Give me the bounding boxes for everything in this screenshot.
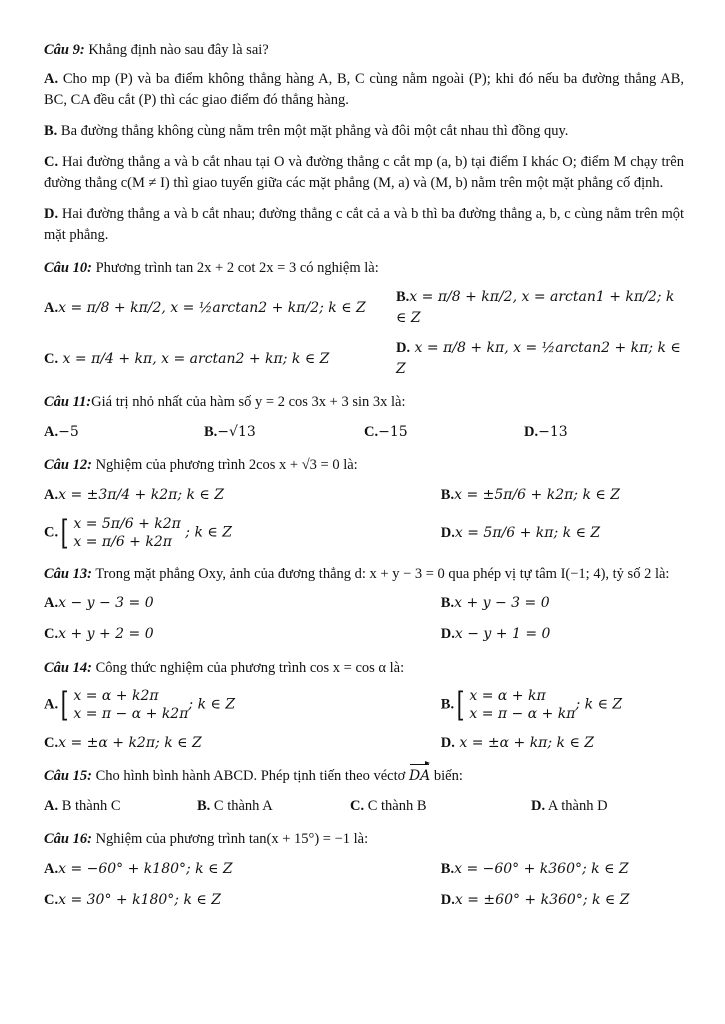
options-row bbox=[44, 858, 684, 880]
question-9 bbox=[44, 40, 684, 246]
option-b[interactable] bbox=[396, 287, 684, 329]
option-letter: B. bbox=[204, 423, 218, 440]
system-line: x = 5π/6 + k2π bbox=[73, 516, 181, 533]
question-stem: Phương trình tan 2x + 2 cot 2x = 3 có nghiệm là: bbox=[91, 260, 379, 277]
option-text: C thành B bbox=[364, 797, 427, 814]
option-letter: B. bbox=[440, 860, 455, 877]
option-letter: D. bbox=[440, 891, 455, 908]
option-b[interactable] bbox=[197, 796, 350, 817]
option-letter: B. bbox=[440, 486, 455, 503]
option-letter: C. bbox=[350, 797, 365, 814]
option-letter: D. bbox=[440, 524, 455, 541]
bracket-symbol: [ bbox=[60, 684, 69, 725]
question-stem: Trong mặt phẳng Oxy, ảnh của đương thẳng d: x + y − 3 = 0 qua phép vị tự tâm I(−1; 4), tỷ số 2 là: bbox=[91, 565, 670, 582]
system-line: x = π/6 + k2π bbox=[73, 534, 172, 551]
option-text: x = ±α + kπ; k ∈ Z bbox=[454, 734, 595, 751]
question-12 bbox=[44, 455, 684, 554]
option-d[interactable] bbox=[441, 890, 684, 911]
option-text: x − y + 1 = 0 bbox=[454, 626, 551, 643]
option-text: x = ±5π/6 + k2π; k ∈ Z bbox=[454, 486, 620, 503]
option-letter: A. bbox=[44, 299, 59, 316]
option-b[interactable] bbox=[44, 121, 684, 142]
question-15 bbox=[44, 766, 684, 817]
option-letter: C. bbox=[44, 524, 59, 541]
equation-system bbox=[58, 684, 189, 725]
bracket-symbol: [ bbox=[456, 684, 465, 725]
option-letter: D. bbox=[531, 797, 546, 814]
option-text: x = π/8 + kπ/2, x = arctan1 + kπ/2; k ∈ Z bbox=[396, 289, 675, 327]
option-letter: B. bbox=[44, 123, 58, 140]
option-b[interactable] bbox=[441, 593, 684, 614]
option-c[interactable] bbox=[44, 733, 441, 754]
question-label: Câu 15: bbox=[44, 768, 92, 785]
option-text: x = π/8 + kπ/2, x = ½arctan2 + kπ/2; k ∈ Z bbox=[58, 299, 366, 316]
question-16 bbox=[44, 829, 684, 911]
option-text: x = −60° + k360°; k ∈ Z bbox=[454, 860, 629, 877]
question-label: Câu 12: bbox=[44, 457, 92, 474]
option-b[interactable] bbox=[441, 859, 684, 880]
question-10 bbox=[44, 258, 684, 380]
option-text: −5 bbox=[58, 423, 79, 440]
option-d[interactable] bbox=[441, 624, 684, 645]
question-stem: Nghiệm của phương trình 2cos x + √3 = 0 là: bbox=[91, 457, 358, 474]
question-label: Câu 14: bbox=[44, 659, 92, 676]
question-label: Câu 13: bbox=[44, 565, 92, 582]
option-text: x = 30° + k180°; k ∈ Z bbox=[58, 891, 221, 908]
options-row bbox=[44, 593, 684, 615]
option-letter: B. bbox=[396, 289, 410, 306]
option-b[interactable] bbox=[441, 485, 684, 506]
option-tail: ; k ∈ Z bbox=[188, 696, 236, 713]
option-c[interactable] bbox=[44, 513, 441, 554]
question-stem: Giá trị nhỏ nhất của hàm số y = 2 cos 3x + 3 sin 3x là: bbox=[91, 394, 406, 411]
question-label: Câu 9: bbox=[44, 42, 85, 58]
question-13 bbox=[44, 564, 684, 646]
option-letter: A. bbox=[44, 71, 59, 88]
system-line: x = π − α + kπ bbox=[469, 705, 576, 722]
option-letter: C. bbox=[44, 350, 59, 367]
option-text: Cho mp (P) và ba điểm không thẳng hàng A, B, C cùng nằm ngoài (P); khi đó nếu ba đường thẳng AB, BC, CA đều cắt (P) thì các giao điểm đó thẳng hàng. bbox=[44, 71, 684, 109]
option-text: x = 5π/6 + kπ; k ∈ Z bbox=[454, 524, 601, 541]
option-c[interactable] bbox=[44, 890, 441, 911]
option-text: −13 bbox=[538, 423, 568, 440]
option-text: A thành D bbox=[545, 797, 608, 814]
option-letter: C. bbox=[364, 423, 379, 440]
option-letter: D. bbox=[440, 626, 455, 643]
option-text: Hai đường thẳng a và b cắt nhau; đường thẳng c cắt cả a và b thì ba đường thẳng a, b, c cùng nằm trên một mặt phẳng. bbox=[44, 206, 684, 244]
option-text: Hai đường thẳng a và b cắt nhau tại O và đường thẳng c cắt mp (a, b) tại điểm I khác O; điểm M chạy trên đường thẳng c(M ≠ I) thì giao tuyến giữa các mặt phẳng (M, a) và (M, b) nằm trên một mặt phẳng cố định. bbox=[44, 154, 684, 192]
option-text: C thành A bbox=[210, 797, 273, 814]
option-b[interactable] bbox=[204, 422, 364, 443]
option-c[interactable] bbox=[44, 349, 396, 370]
question-14 bbox=[44, 658, 684, 754]
option-letter: D. bbox=[396, 340, 411, 357]
option-a[interactable] bbox=[44, 859, 441, 880]
option-letter: C. bbox=[44, 734, 59, 751]
question-stem: Công thức nghiệm của phương trình cos x = cos α là: bbox=[91, 659, 405, 676]
option-c[interactable] bbox=[44, 152, 684, 194]
option-letter: C. bbox=[44, 626, 59, 643]
option-d[interactable] bbox=[524, 422, 684, 443]
option-text: −√13 bbox=[217, 423, 256, 440]
option-b[interactable] bbox=[440, 684, 684, 725]
option-text: x = ±3π/4 + k2π; k ∈ Z bbox=[58, 486, 224, 503]
option-a[interactable] bbox=[44, 593, 441, 614]
option-c[interactable] bbox=[44, 624, 441, 645]
options-row bbox=[44, 684, 684, 725]
option-letter: A. bbox=[44, 860, 59, 877]
system-line: x = π − α + k2π bbox=[73, 705, 189, 722]
system-line: x = α + k2π bbox=[73, 687, 159, 704]
options-row bbox=[44, 889, 684, 911]
option-text: x = ±60° + k360°; k ∈ Z bbox=[454, 891, 630, 908]
option-letter: D. bbox=[440, 734, 455, 751]
option-letter: C. bbox=[44, 154, 59, 171]
options-row bbox=[44, 421, 684, 443]
option-a[interactable] bbox=[44, 485, 441, 506]
option-text: x = ±α + k2π; k ∈ Z bbox=[58, 734, 202, 751]
options-row bbox=[44, 624, 684, 646]
bracket-symbol: [ bbox=[60, 513, 69, 554]
option-a[interactable] bbox=[44, 69, 684, 111]
options-row bbox=[44, 338, 684, 380]
option-d[interactable] bbox=[44, 204, 684, 246]
question-label: Câu 11: bbox=[44, 394, 92, 411]
option-c[interactable] bbox=[350, 796, 503, 817]
option-text: x = −60° + k180°; k ∈ Z bbox=[58, 860, 233, 877]
option-text: x = π/8 + kπ, x = ½arctan2 + kπ; k ∈ Z bbox=[396, 340, 681, 378]
equation-system bbox=[454, 684, 576, 725]
options-row bbox=[44, 484, 684, 506]
question-11 bbox=[44, 392, 684, 443]
option-letter: B. bbox=[197, 797, 211, 814]
exam-page bbox=[44, 40, 684, 923]
question-stem: Cho hình bình hành ABCD. Phép tịnh tiến theo véctơ bbox=[91, 768, 409, 785]
option-text: −15 bbox=[378, 423, 408, 440]
option-d[interactable] bbox=[396, 338, 684, 380]
option-letter: A. bbox=[44, 797, 59, 814]
question-stem: Khẳng định nào sau đây là sai? bbox=[84, 42, 269, 58]
option-letter: D. bbox=[44, 206, 59, 223]
option-d[interactable] bbox=[441, 733, 684, 754]
option-d[interactable] bbox=[441, 523, 684, 544]
equation-system bbox=[58, 513, 181, 554]
options-row bbox=[44, 287, 684, 329]
option-letter: A. bbox=[44, 595, 59, 612]
question-label: Câu 10: bbox=[44, 260, 92, 277]
question-stem-end: biến: bbox=[430, 768, 463, 785]
options-row bbox=[44, 732, 684, 754]
option-a[interactable] bbox=[44, 298, 396, 319]
option-text: Ba đường thẳng không cùng nằm trên một mặt phẳng và đôi một cắt nhau thì đồng quy. bbox=[57, 123, 569, 140]
options-row bbox=[44, 795, 684, 817]
option-letter: A. bbox=[44, 696, 59, 713]
option-letter: C. bbox=[44, 891, 59, 908]
option-tail: ; k ∈ Z bbox=[575, 696, 623, 713]
question-stem: Nghiệm của phương trình tan(x + 15°) = −1 là: bbox=[91, 831, 369, 848]
vector-da: DA bbox=[409, 766, 430, 786]
option-letter: D. bbox=[524, 423, 539, 440]
option-a[interactable] bbox=[44, 422, 204, 443]
options-row bbox=[44, 513, 684, 554]
option-a[interactable] bbox=[44, 796, 197, 817]
system-line: x = α + kπ bbox=[469, 687, 546, 704]
option-text: x − y − 3 = 0 bbox=[58, 595, 154, 612]
option-text: x = π/4 + kπ, x = arctan2 + kπ; k ∈ Z bbox=[58, 350, 330, 367]
option-tail: ; k ∈ Z bbox=[180, 524, 232, 541]
option-a[interactable] bbox=[44, 684, 441, 725]
option-letter: A. bbox=[44, 423, 59, 440]
option-letter: B. bbox=[440, 696, 455, 713]
option-text: x + y + 2 = 0 bbox=[58, 626, 154, 643]
option-c[interactable] bbox=[364, 422, 524, 443]
option-letter: A. bbox=[44, 486, 59, 503]
option-text: x + y − 3 = 0 bbox=[454, 595, 550, 612]
question-label: Câu 16: bbox=[44, 831, 92, 848]
option-letter: B. bbox=[440, 595, 455, 612]
option-text: B thành C bbox=[58, 797, 121, 814]
option-d[interactable] bbox=[503, 796, 684, 817]
